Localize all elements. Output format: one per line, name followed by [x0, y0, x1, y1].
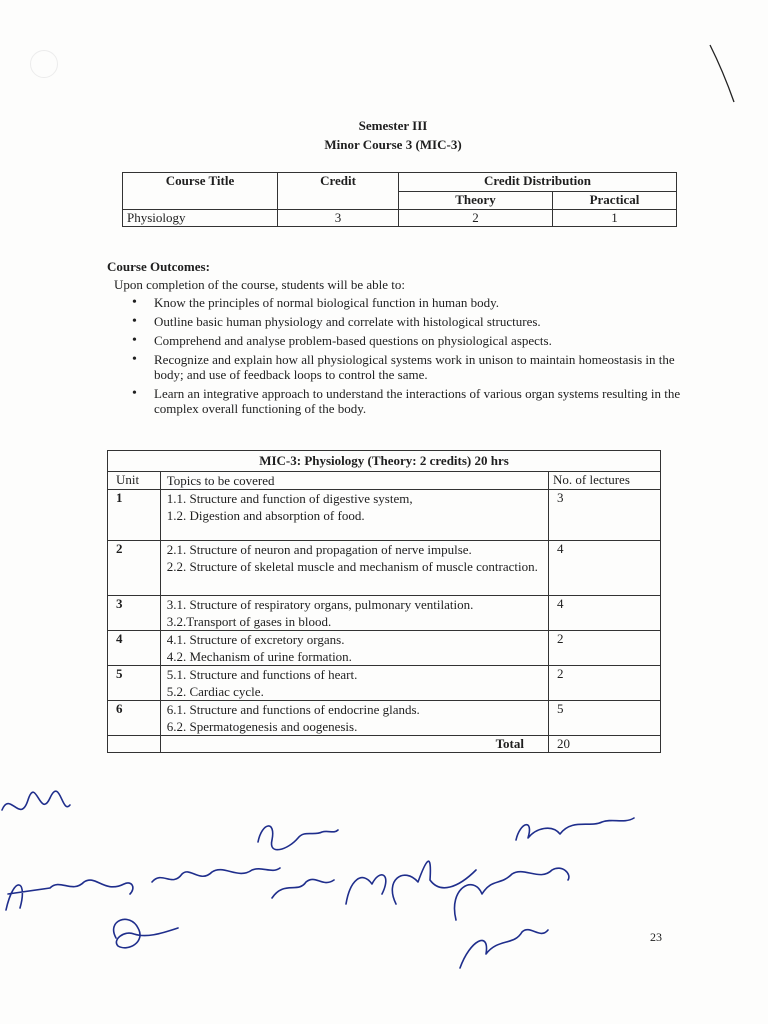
punch-hole-mark [30, 50, 58, 78]
handwritten-signatures [0, 770, 768, 990]
syllabus-title: MIC-3: Physiology (Theory: 2 credits) 20 hrs [108, 451, 661, 472]
pen-stroke-mark [700, 40, 740, 110]
topic-line: 3.1. Structure of respiratory organs, pulmonary ventilation. [166, 597, 474, 612]
total-row [108, 736, 661, 753]
course-name-cell: Physiology [123, 210, 278, 227]
topic-line: 5.2. Cardiac cycle. [166, 684, 264, 699]
credit-value-cell: 3 [278, 210, 399, 227]
signature-mark [460, 930, 548, 968]
credit-table-header-credit: Credit [278, 173, 399, 210]
table-row [108, 490, 661, 541]
syllabus-header-topics: Topics to be covered [160, 472, 548, 490]
document-heading [0, 116, 768, 154]
topic-line: 4.1. Structure of excretory organs. [166, 632, 345, 647]
table-row [108, 701, 661, 736]
unit-number: 6 [108, 701, 161, 736]
signature-mark [392, 861, 476, 904]
topic-line: 6.2. Spermatogenesis and oogenesis. [166, 719, 358, 734]
signature-mark [516, 818, 634, 840]
unit-topics [160, 666, 548, 701]
outcomes-list [130, 295, 690, 420]
page-number: 23 [650, 930, 662, 944]
unit-number: 2 [108, 541, 161, 596]
topic-line: 6.1. Structure and functions of endocrine glands. [166, 702, 420, 717]
unit-number: 4 [108, 631, 161, 666]
credit-table [122, 172, 677, 227]
list-item: • Learn an integrative approach to understand the interactions of various organ systems resulting in the complex overall functioning of the body. [130, 386, 690, 416]
topic-line: 2.1. Structure of neuron and propagation of nerve impulse. [166, 542, 472, 557]
unit-number: 3 [108, 596, 161, 631]
table-row [108, 631, 661, 666]
list-item: • Know the principles of normal biological function in human body. [130, 295, 690, 310]
unit-number: 5 [108, 666, 161, 701]
table-row [108, 596, 661, 631]
outcomes-heading: Course Outcomes: [107, 259, 210, 274]
practical-value-cell: 1 [553, 210, 677, 227]
lecture-count: 2 [549, 631, 661, 666]
unit-topics [160, 596, 548, 631]
lecture-count: 4 [549, 596, 661, 631]
signature-mark [272, 879, 334, 898]
total-empty-cell [108, 736, 161, 753]
topic-line: 1.1. Structure and function of digestive system, [166, 491, 413, 506]
topic-line: 2.2. Structure of skeletal muscle and mechanism of muscle contraction. [166, 559, 538, 574]
topic-line: 5.1. Structure and functions of heart. [166, 667, 358, 682]
unit-topics [160, 490, 548, 541]
syllabus-header-lectures: No. of lectures [549, 472, 661, 490]
signature-mark [2, 791, 70, 810]
semester-title: Semester III [358, 118, 428, 133]
theory-value-cell: 2 [399, 210, 553, 227]
credit-table-header-title: Course Title [123, 173, 278, 210]
lecture-count: 2 [549, 666, 661, 701]
unit-topics [160, 701, 548, 736]
signature-mark [454, 868, 568, 920]
lecture-count: 5 [549, 701, 661, 736]
unit-topics [160, 541, 548, 596]
total-value: 20 [549, 736, 661, 753]
credit-table-header-theory: Theory [399, 191, 553, 210]
lecture-count: 3 [549, 490, 661, 541]
topic-line: 1.2. Digestion and absorption of food. [166, 508, 365, 523]
list-item: • Recognize and explain how all physiological systems work in unison to maintain homeostasis in the body; and use of feedback loops to control the same. [130, 352, 690, 382]
signature-mark [6, 880, 133, 910]
unit-number: 1 [108, 490, 161, 541]
topic-line: 3.2.Transport of gases in blood. [166, 614, 332, 629]
list-item: • Comprehend and analyse problem-based questions on physiological aspects. [130, 333, 690, 348]
course-title: Minor Course 3 (MIC-3) [324, 137, 462, 152]
signature-mark [346, 875, 386, 904]
signature-mark [258, 826, 338, 850]
table-row [108, 666, 661, 701]
topic-line: 4.2. Mechanism of urine formation. [166, 649, 352, 664]
syllabus-header-unit: Unit [108, 472, 161, 490]
syllabus-table [107, 450, 661, 753]
total-label: Total [160, 736, 548, 753]
credit-table-header-distribution: Credit Distribution [399, 173, 677, 192]
unit-topics [160, 631, 548, 666]
list-item: • Outline basic human physiology and correlate with histological structures. [130, 314, 690, 329]
credit-table-header-practical: Practical [553, 191, 677, 210]
outcomes-intro: Upon completion of the course, students will be able to: [114, 277, 405, 292]
signature-mark [114, 919, 178, 947]
table-row [108, 541, 661, 596]
signature-mark [152, 868, 280, 882]
lecture-count: 4 [549, 541, 661, 596]
table-row [123, 210, 677, 227]
